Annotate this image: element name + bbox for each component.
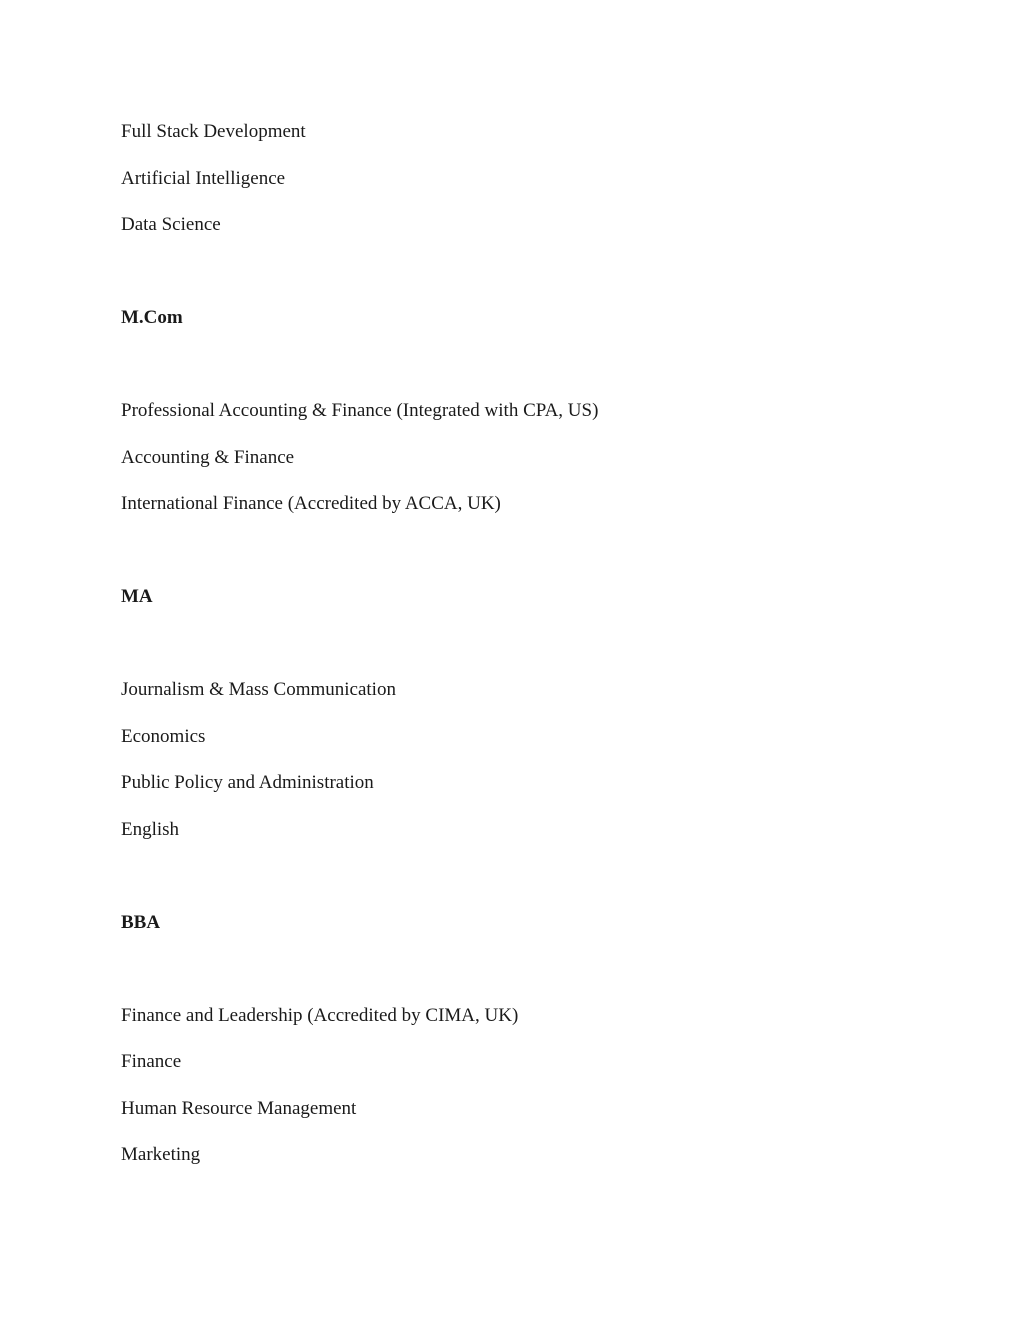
course-item: Finance and Leadership (Accredited by CIMA, UK) [121,1005,519,1026]
course-item: International Finance (Accredited by ACCA, UK) [121,493,501,514]
course-item: Professional Accounting & Finance (Integrated with CPA, US) [121,400,599,421]
course-item: Finance [121,1051,182,1072]
course-item: Artificial Intelligence [121,168,286,189]
section-heading-mcom: M.Com [121,307,183,328]
section-heading-ma: MA [121,586,153,607]
course-item: Data Science [121,214,221,235]
section-heading-bba: BBA [121,912,161,933]
course-item: English [121,819,180,840]
course-item: Public Policy and Administration [121,772,374,793]
course-item: Marketing [121,1144,201,1165]
course-item: Human Resource Management [121,1098,357,1119]
course-item: Accounting & Finance [121,447,295,468]
course-item: Economics [121,726,206,747]
course-item: Full Stack Development [121,121,306,142]
course-item: Journalism & Mass Communication [121,679,396,700]
